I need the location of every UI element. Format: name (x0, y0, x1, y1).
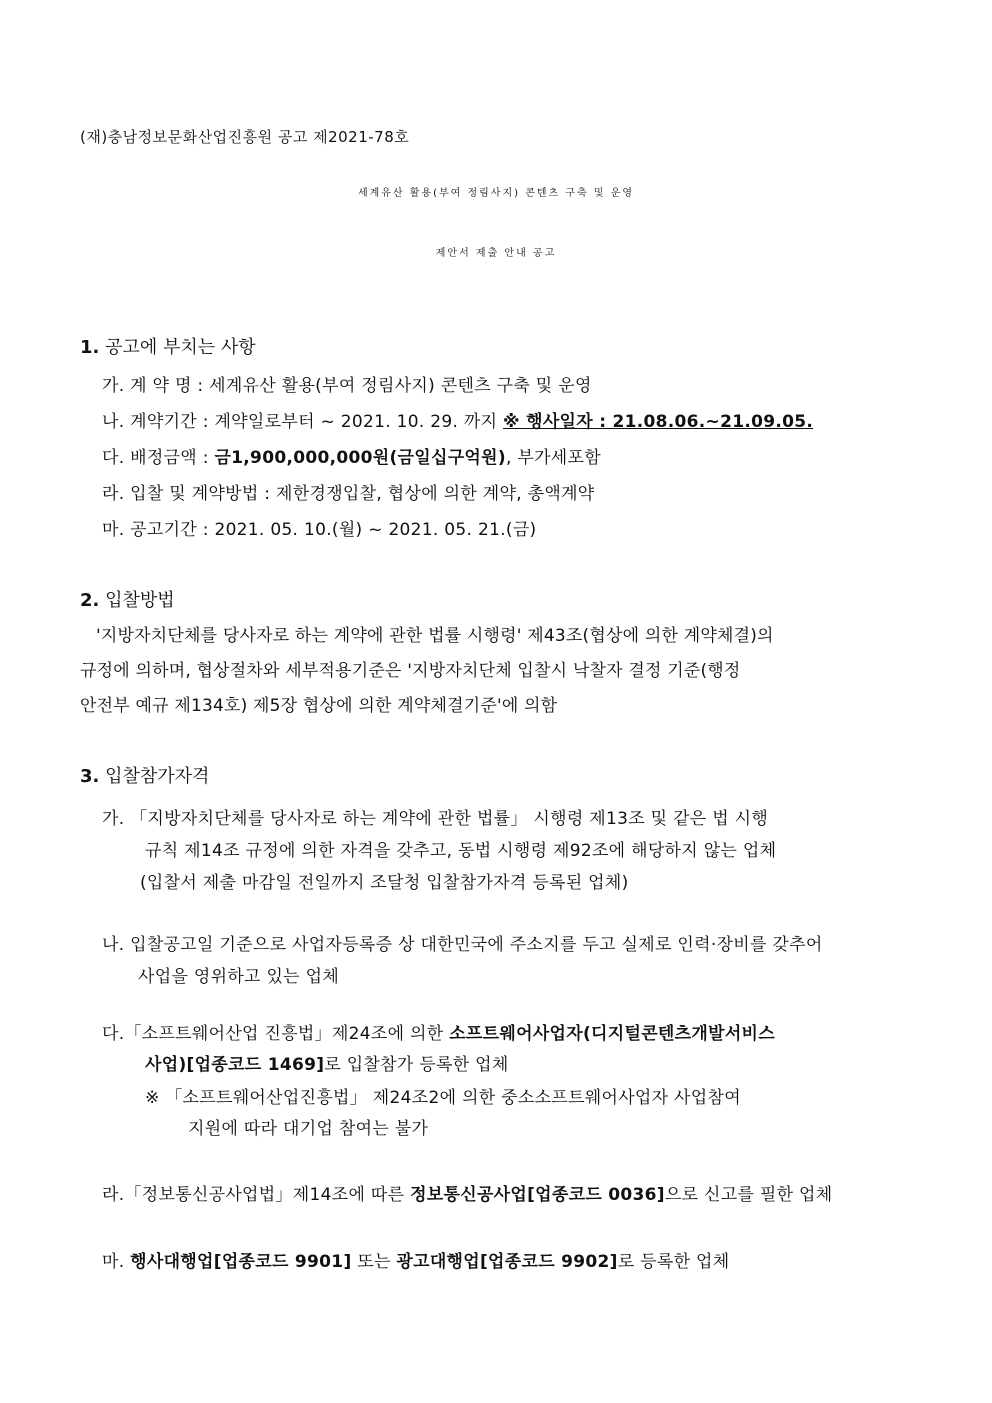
qual-e-mid: 또는 (351, 1252, 397, 1272)
contract-period-label: 나. 계약기간 : (102, 412, 215, 432)
section2-paragraph-line3 (80, 691, 910, 716)
bid-method-value: 제한경쟁입찰, 협상에 의한 계약, 총액계약 (276, 484, 595, 504)
budget-rest: , 부가세포함 (505, 448, 601, 468)
section1-title: 공고에 부치는 사항 (99, 337, 256, 358)
qual-c-line1 (102, 1019, 775, 1044)
contract-name-row (102, 371, 592, 396)
page-title-line2: 제안서 제출 안내 공고 (435, 248, 557, 259)
qual-c-line2 (145, 1050, 509, 1075)
qual-e-line (102, 1247, 730, 1272)
bid-method-row (102, 479, 595, 504)
qual-a-line3: (입찰서 제출 마감일 전일까지 조달청 입찰참가자격 등록된 업체) (140, 873, 629, 893)
notice-number: (재)충남정보문화산업진흥원 공고 제2021-78호 (80, 128, 410, 146)
qual-d-bold: 정보통신공사업[업종코드 0036] (410, 1185, 665, 1205)
contract-name-value: 세계유산 활용(부여 정림사지) 콘텐츠 구축 및 운영 (209, 376, 592, 396)
budget-row (102, 443, 601, 468)
section2-line2-text: 규정에 의하며, 협상절차와 세부적용기준은 '지방자치단체 입찰시 낙찰자 결정 기준(행정 (80, 661, 741, 681)
qual-b-line1: 나. 입찰공고일 기준으로 사업자등록증 상 대한민국에 주소지를 두고 실제로 인력·장비를 갖추어 (102, 935, 823, 955)
qual-c-note-line2: 지원에 따라 대기업 참여는 불가 (188, 1119, 429, 1139)
qual-c-bold1: 소프트웨어사업자(디지털콘텐츠개발서비스 (449, 1024, 775, 1044)
budget-amount: 금1,900,000,000원(금일십구억원) (214, 448, 506, 468)
contract-period-row (102, 407, 813, 432)
notice-period-value: 2021. 05. 10.(월) ~ 2021. 05. 21.(금) (214, 520, 537, 540)
qual-e-prefix: 마. (102, 1252, 131, 1272)
section2-number: 2. (80, 590, 100, 611)
qual-c-note-line1: ※ 「소프트웨어산업진흥법」 제24조2에 의한 중소소프트웨어사업자 사업참여 (145, 1088, 741, 1108)
qual-e-bold1: 행사대행업[업종코드 9901] (130, 1252, 352, 1272)
notice-period-label: 마. 공고기간 : (102, 520, 215, 540)
section2-paragraph-line2 (80, 656, 910, 681)
section1-number: 1. (80, 337, 100, 358)
section2-paragraph-line1 (96, 621, 910, 646)
section3-number: 3. (80, 766, 100, 787)
bid-method-label: 라. 입찰 및 계약방법 : (102, 484, 277, 504)
notice-period-row (102, 515, 536, 540)
section2-heading (80, 586, 175, 612)
qual-a-line1: 가. 「지방자치단체를 당사자로 하는 계약에 관한 법률」 시행령 제13조 및 같은 법 시행 (102, 809, 769, 829)
section3-title: 입찰참가자격 (99, 766, 210, 787)
section2-title: 입찰방법 (99, 590, 175, 611)
qual-d-prefix: 라.「정보통신공사업법」제14조에 따른 (102, 1185, 411, 1205)
event-dates: ※ 행사일자 : 21.08.06.~21.09.05. (503, 412, 814, 432)
budget-label: 다. 배정금액 : (102, 448, 215, 468)
page-title-line1: 세계유산 활용(부여 정림사지) 콘텐츠 구축 및 운영 (357, 188, 635, 199)
qual-a-line2: 규칙 제14조 규정에 의한 자격을 갖추고, 동법 시행령 제92조에 해당하지 않는 업체 (145, 841, 777, 861)
section3-heading (80, 762, 209, 788)
qual-b-line2: 사업을 영위하고 있는 업체 (138, 967, 340, 987)
contract-period-value: 계약일로부터 ~ 2021. 10. 29. 까지 (214, 412, 504, 432)
qual-d-rest: 으로 신고를 필한 업체 (664, 1185, 833, 1205)
qual-e-bold2: 광고대행업[업종코드 9902] (396, 1252, 618, 1272)
section2-line3-text: 안전부 예규 제134호) 제5장 협상에 의한 계약체결기준'에 의함 (80, 696, 558, 716)
section2-line1-text: '지방자치단체를 당사자로 하는 계약에 관한 법률 시행령' 제43조(협상에 의한 계약체결)의 (96, 626, 774, 646)
qual-c-prefix: 다.「소프트웨어산업 진흥법」제24조에 의한 (102, 1024, 450, 1044)
qual-c-bold2: 사업)[업종코드 1469] (145, 1055, 325, 1075)
section1-heading (80, 333, 256, 359)
qual-e-rest: 로 등록한 업체 (617, 1252, 730, 1272)
qual-d-line (102, 1180, 833, 1205)
qual-c-rest: 로 입찰참가 등록한 업체 (324, 1055, 509, 1075)
contract-name-label: 가. 계 약 명 : (102, 376, 210, 396)
